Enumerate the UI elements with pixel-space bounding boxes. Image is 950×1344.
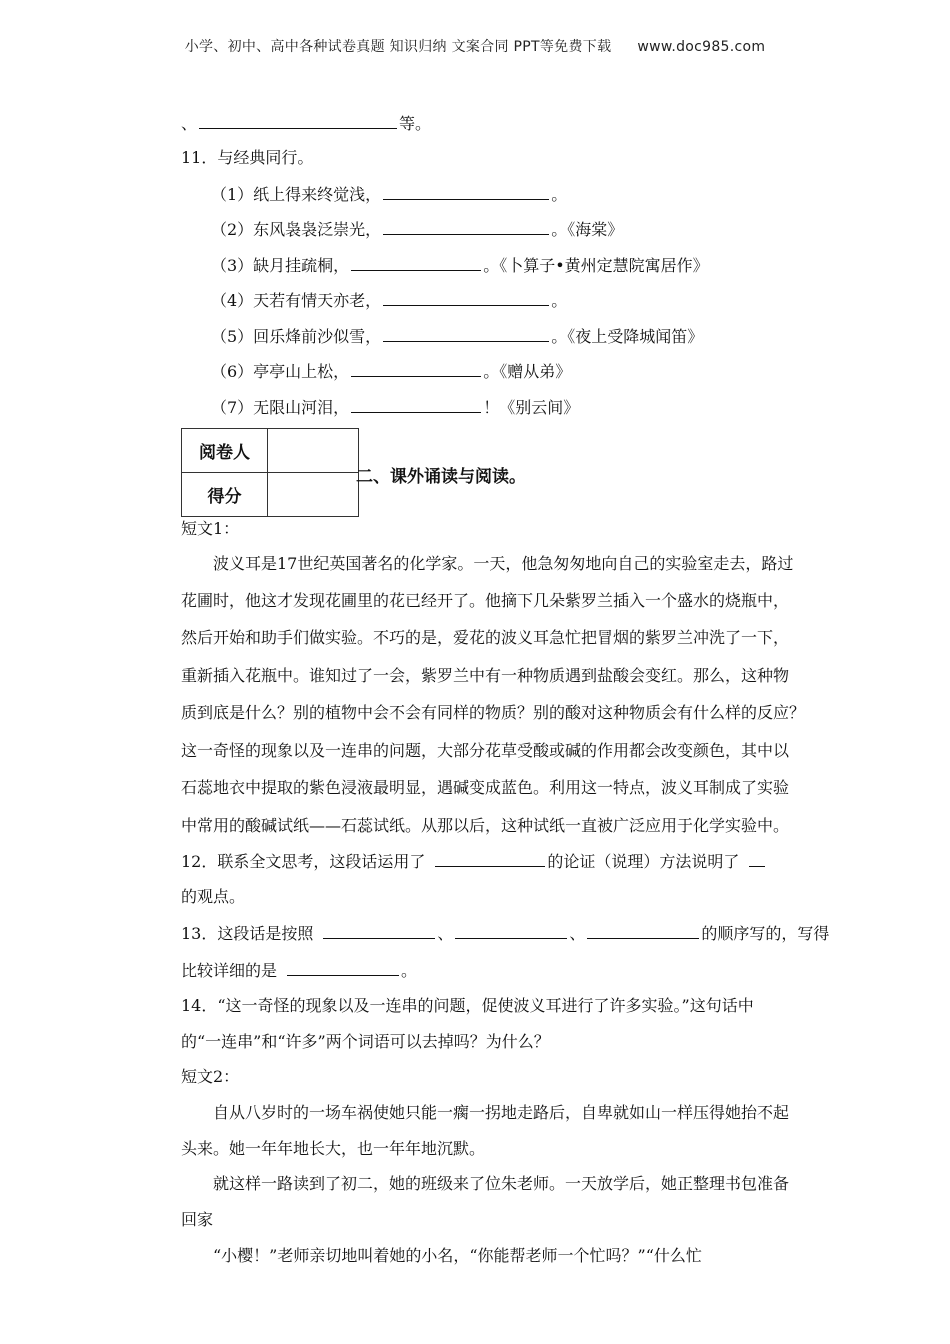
answer-blank[interactable] bbox=[383, 325, 549, 342]
answer-blank[interactable] bbox=[749, 850, 765, 867]
q11-item-6: （6）亭亭山上松， 。《赠从弟》 bbox=[211, 362, 572, 381]
answer-blank[interactable] bbox=[351, 396, 481, 413]
passage1-line: 重新插入花瓶中。谁知过了一会，紫罗兰中有一种物质遇到盐酸会变红。那么，这种物 bbox=[181, 666, 790, 685]
q14-line: 的“一连串”和“许多”两个词语可以去掉吗？为什么？ bbox=[181, 1032, 550, 1051]
passage1-line: 波义耳是17世纪英国著名的化学家。一天，他急匆匆地向自己的实验室走去，路过 bbox=[181, 554, 794, 573]
q11-item-2: （2）东风袅袅泛崇光， 。《海棠》 bbox=[211, 220, 624, 239]
answer-blank[interactable] bbox=[435, 850, 545, 867]
passage1-line: 这一奇怪的现象以及一连串的问题，大部分花草受酸或碱的作用都会改变颜色，其中以 bbox=[181, 741, 790, 760]
answer-blank[interactable] bbox=[351, 360, 481, 377]
answer-blank[interactable] bbox=[287, 959, 399, 976]
q13: 13．这段话是按照 、 、 的顺序写的，写得 bbox=[181, 924, 830, 943]
answer-blank[interactable] bbox=[455, 922, 567, 939]
answer-blank[interactable] bbox=[383, 218, 549, 235]
answer-blank[interactable] bbox=[199, 112, 397, 129]
passage2-label: 短文2： bbox=[181, 1067, 240, 1086]
passage2-line: 自从八岁时的一场车祸使她只能一瘸一拐地走路后，自卑就如山一样压得她抬不起 bbox=[181, 1103, 790, 1122]
reviewer-cell[interactable] bbox=[268, 429, 359, 473]
passage2-line: 就这样一路读到了初二，她的班级来了位朱老师。一天放学后，她正整理书包准备 bbox=[181, 1174, 790, 1193]
q11-item-5: （5）回乐烽前沙似雪， 。《夜上受降城闻笛》 bbox=[211, 327, 704, 346]
score-cell[interactable] bbox=[268, 473, 359, 517]
passage2-line: 头来。她一年年地长大，也一年年地沉默。 bbox=[181, 1139, 486, 1158]
header-site: www.doc985.com bbox=[637, 39, 766, 55]
passage2-line: 回家 bbox=[181, 1210, 214, 1229]
passage2-line: “小樱！”老师亲切地叫着她的小名，“你能帮老师一个忙吗？”“什么忙 bbox=[181, 1246, 702, 1265]
q13-cont: 比较详细的是 。 bbox=[181, 961, 418, 980]
section-title: 二、课外诵读与阅读。 bbox=[356, 467, 526, 487]
answer-blank[interactable] bbox=[323, 922, 435, 939]
passage1-line: 石蕊地衣中提取的紫色浸液最明显，遇碱变成蓝色。利用这一特点，波义耳制成了实验 bbox=[181, 778, 790, 797]
score-table bbox=[181, 428, 359, 517]
answer-blank[interactable] bbox=[383, 289, 549, 306]
answer-blank[interactable] bbox=[383, 183, 549, 200]
q12: 12．联系全文思考，这段话运用了 的论证（说理）方法说明了 bbox=[181, 850, 767, 873]
top-line: 、 等。 bbox=[181, 114, 432, 133]
q11-item-1: （1）纸上得来终觉浅， 。 bbox=[211, 185, 568, 204]
passage1-line: 花圃时，他这才发现花圃里的花已经开了。他摘下几朵紫罗兰插入一个盛水的烧瓶中， bbox=[181, 591, 790, 610]
q12-cont: 的观点。 bbox=[181, 887, 246, 906]
q11-item-7: （7）无限山河泪， ！《别云间》 bbox=[211, 398, 580, 417]
q11-title: 11．与经典同行。 bbox=[181, 148, 314, 167]
q11-item-4: （4）天若有情天亦老， 。 bbox=[211, 291, 568, 310]
q14-line: 14．“这一奇怪的现象以及一连串的问题，促使波义耳进行了许多实验。”这句话中 bbox=[181, 996, 754, 1015]
header-text: 小学、初中、高中各种试卷真题 知识归纳 文案合同 PPT等免费下载 bbox=[184, 39, 612, 55]
score-label: 得分 bbox=[182, 473, 268, 517]
passage1-line: 质到底是什么？别的植物中会不会有同样的物质？别的酸对这种物质会有什么样的反应？ bbox=[181, 703, 806, 722]
passage1-label: 短文1： bbox=[181, 519, 240, 538]
passage1-line: 中常用的酸碱试纸——石蕊试纸。从那以后，这种试纸一直被广泛应用于化学实验中。 bbox=[181, 816, 790, 835]
q11-item-3: （3）缺月挂疏桐， 。《卜算子•黄州定慧院寓居作》 bbox=[211, 256, 709, 275]
reviewer-label: 阅卷人 bbox=[182, 429, 268, 473]
passage1-line: 然后开始和助手们做实验。不巧的是，爱花的波义耳急忙把冒烟的紫罗兰冲洗了一下， bbox=[181, 628, 790, 647]
page-header bbox=[0, 36, 950, 56]
answer-blank[interactable] bbox=[351, 254, 481, 271]
answer-blank[interactable] bbox=[587, 922, 699, 939]
